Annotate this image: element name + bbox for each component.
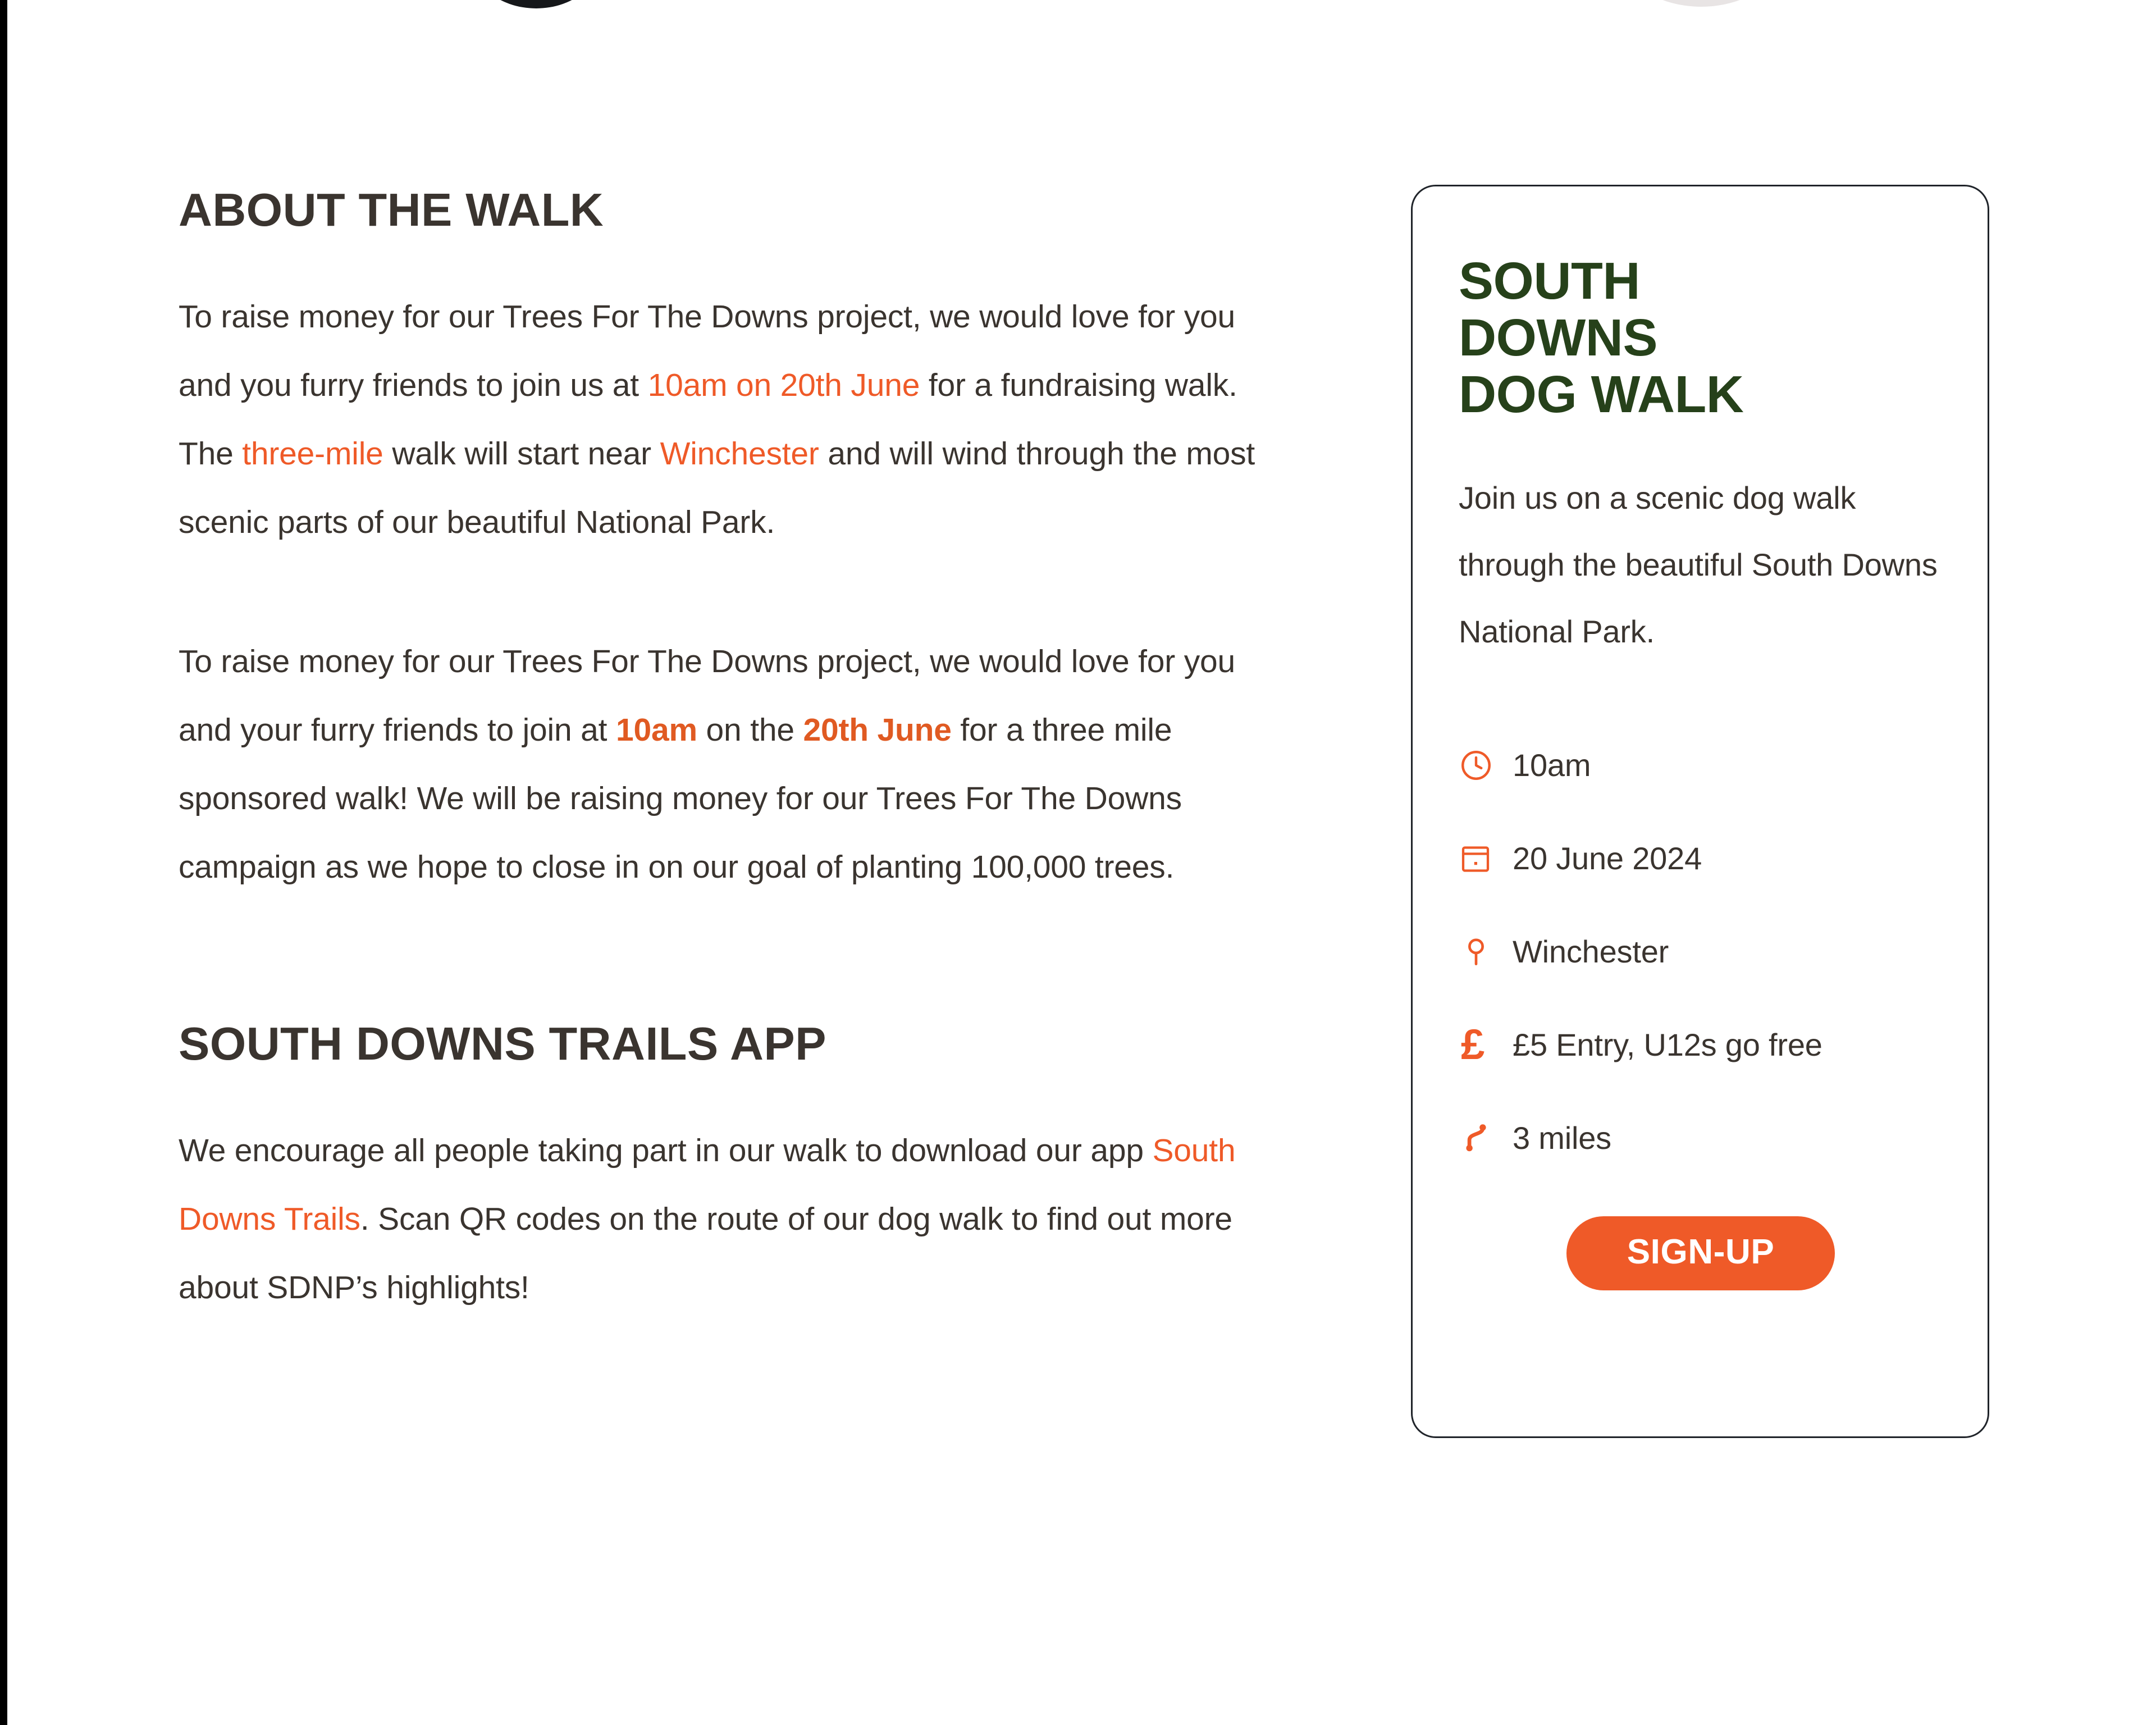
- event-detail-list: [1459, 719, 1943, 1185]
- pound-icon: [1459, 1018, 1513, 1072]
- map-pin-icon: [1459, 925, 1513, 979]
- detail-row-date: [1459, 812, 1943, 905]
- detail-row-distance: [1459, 1092, 1943, 1185]
- about-paragraph-2: [179, 627, 1285, 901]
- paragraph-1-text-part-4: and will wind through the most scenic parts of our beautiful National Park.: [179, 436, 1255, 541]
- spacer: [179, 901, 1285, 1019]
- detail-label-distance: 3 miles: [1513, 1120, 1611, 1156]
- paragraph-1-text-part-3: walk will start near: [383, 436, 660, 472]
- calendar-icon: [1459, 832, 1513, 886]
- event-card-title-line-1: SOUTH: [1459, 252, 1640, 310]
- about-the-walk-heading: ABOUT THE WALK: [179, 184, 604, 236]
- paragraph-1-highlight-distance: three-mile: [242, 436, 383, 472]
- detail-label-price: £5 Entry, U12s go free: [1513, 1027, 1822, 1062]
- paragraph-2-highlight-time: 10am: [615, 712, 697, 749]
- signup-button-container: [1459, 1216, 1943, 1290]
- detail-label-date: 20 June 2024: [1513, 841, 1702, 876]
- paragraph-1-highlight-datetime: 10am on 20th June: [647, 367, 920, 404]
- detail-label-time: 10am: [1513, 747, 1591, 783]
- south-downs-trails-app-heading: SOUTH DOWNS TRAILS APP: [179, 1017, 826, 1070]
- spacer: [179, 1068, 1285, 1116]
- about-paragraph-1: [179, 282, 1285, 556]
- paragraph-1-text-part-1: To raise money for our Trees For The Downs project, we would love for you and you furry friends to join us at: [179, 299, 1236, 404]
- detail-row-time: [1459, 719, 1943, 812]
- pound-glyph: £: [1461, 1021, 1485, 1069]
- paragraph-3-text-part-2: . Scan QR codes on the route of our dog walk to find out more about SDNP’s highlights!: [179, 1201, 1232, 1306]
- paragraph-3-text-part-1: We encourage all people taking part in our walk to download our app: [179, 1133, 1153, 1169]
- detail-row-price: [1459, 998, 1943, 1092]
- event-card-title-line-3: DOG WALK: [1459, 365, 1744, 423]
- route-icon: [1459, 1111, 1513, 1165]
- spacer: [179, 556, 1285, 627]
- detail-row-location: [1459, 905, 1943, 998]
- paragraph-1-text-part-2: for a fundraising walk. The: [179, 367, 1237, 472]
- paragraph-2-text-part-3: for a three mile sponsored walk! We will be raising money for our Trees For The Downs campaign as we hope to close in on our goal of planting 100,000 trees.: [179, 712, 1182, 886]
- paragraph-3-app-link[interactable]: South Downs Trails: [179, 1133, 1236, 1238]
- event-card-title: [1459, 253, 1943, 423]
- app-paragraph: [179, 1116, 1285, 1322]
- spacer: [179, 234, 1285, 282]
- paragraph-2-highlight-date: 20th June: [803, 712, 952, 749]
- about-content-column: [179, 185, 1285, 1322]
- paragraph-1-highlight-location: Winchester: [660, 436, 819, 472]
- event-summary-card: [1411, 185, 1989, 1438]
- event-card-title-line-2: DOWNS: [1459, 308, 1657, 367]
- clock-icon: [1459, 738, 1513, 792]
- paragraph-2-text-part-2: on the: [697, 712, 803, 749]
- event-card-subtitle: Join us on a scenic dog walk through the beautiful South Downs National Park.: [1459, 480, 1938, 649]
- paragraph-2-text-part-1: To raise money for our Trees For The Downs project, we would love for you and your furry friends to join at: [179, 644, 1236, 749]
- detail-label-location: Winchester: [1513, 934, 1669, 969]
- signup-button[interactable]: SIGN-UP: [1566, 1216, 1835, 1290]
